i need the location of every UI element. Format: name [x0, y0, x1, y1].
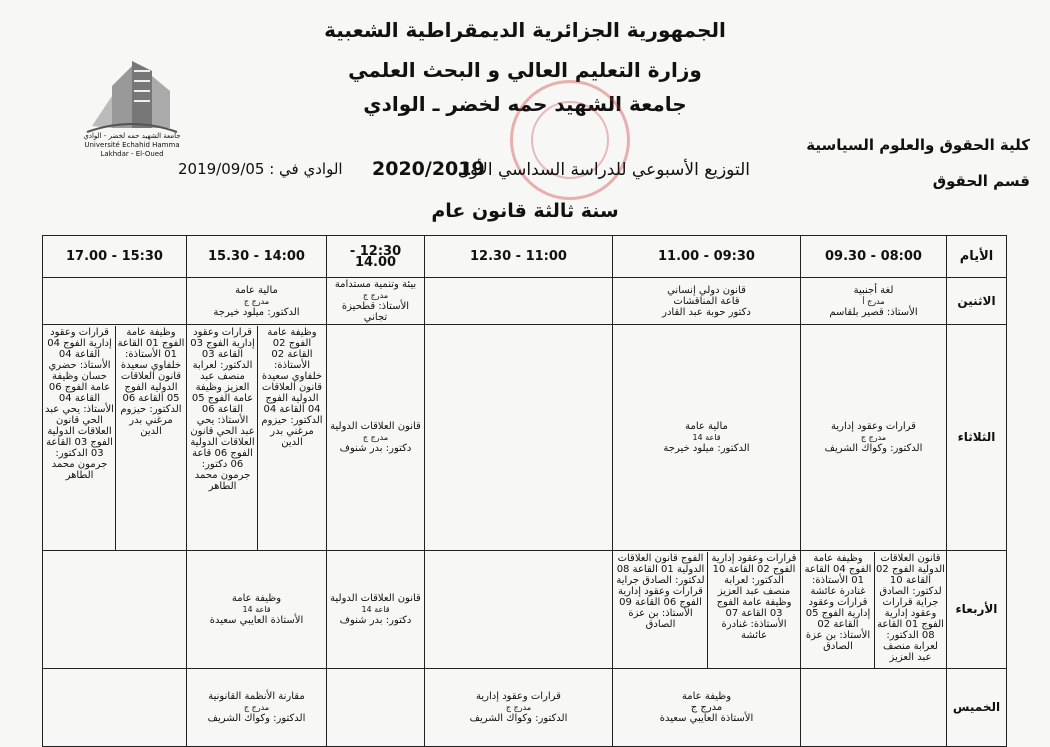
weekly-schedule-table — [42, 235, 1007, 747]
wednesday-slot-3 — [425, 551, 613, 669]
day-wednesday: الأربعاء — [947, 551, 1007, 669]
wednesday-slot-1 — [801, 551, 947, 669]
wednesday-slot-4: قانون العلاقات الدولية قاعة 14 دكتور: بدر شنوف — [327, 551, 425, 669]
tuesday-row — [43, 325, 1007, 551]
slot-header-5: 14:00 - 15.30 — [187, 236, 327, 278]
official-stamp — [510, 80, 630, 200]
thursday-slot-1 — [801, 669, 947, 747]
thursday-slot-3: قرارات وعقود إدارية مدرج ج الدكتور: وكواك الشريف — [425, 669, 613, 747]
table-header-row — [43, 236, 1007, 278]
slot-header-6: 15:30 - 17.00 — [43, 236, 187, 278]
thursday-row — [43, 669, 1007, 747]
wednesday-slot-1-groups-b: وظيفة عامة الفوج 04 القاعة 01 الأستاذة: غنادرة عائشة قرارات وعقود إدارية الفوج 05 القاعة 02 الأستاذ: بن عزة الصادق — [804, 552, 872, 652]
thursday-slot-2: وظيفة عامة مدرج ج الأستاذة العايبي سعيدة — [613, 669, 801, 747]
logo-caption — [72, 132, 192, 159]
wednesday-slot-5: وظيفة عامة قاعة 14 الأستاذة العايبي سعيدة — [187, 551, 327, 669]
wednesday-slot-2-groups-a: قرارات وعقود إدارية الفوج 02 القاعة 10 الدكتور: لعرابة منصف عبد العزيز وظيفة عامة الفوج 03 القاعة 07 الأستاذة: غنادرة عائشة — [707, 552, 800, 668]
tuesday-slot-2: مالية عامة قاعة 14 الدكتور: ميلود خيرجة — [613, 325, 801, 551]
monday-slot-4: بيئة وتنمية مستدامة مدرج ج الأستاذ: قطحيزة تجاني — [327, 278, 425, 325]
faculty-name: كلية الحقوق والعلوم السياسية — [806, 136, 1030, 154]
slot-header-2: 09:30 - 11.00 — [613, 236, 801, 278]
slot-header-4: 12:30 - 14.00 — [327, 236, 425, 278]
days-header: الأيام — [947, 236, 1007, 278]
tuesday-slot-6-groups-b: قرارات وعقود إدارية الفوج 04 القاعة 04 الأستاذ: حضري حسان وظيفة عامة الفوج 06 القاعة 04 الأستاذ: يحي عبد الحي قانون العلاقات الدولية الفوج 03 القاعة 03 الدكتور: جرمون محمد الطاهر — [45, 326, 114, 481]
tuesday-slot-5 — [187, 325, 327, 551]
tuesday-slot-1: قرارات وعقود إدارية مدرج ج الدكتور: وكواك الشريف — [801, 325, 947, 551]
thursday-slot-6 — [43, 669, 187, 747]
distribution-title: التوزيع الأسبوعي للدراسة السداسي الأول — [457, 160, 750, 180]
monday-slot-6 — [43, 278, 187, 325]
wednesday-slot-2-groups-b: الفوج قانون العلاقات الدولية 01 القاعة 08 لدكتور: الصادق جراية قرارات وعقود إدارية الفوج 06 القاعة 09 الأستاذ: بن عزة الصادق — [616, 552, 705, 630]
day-tuesday: الثلاثاء — [947, 325, 1007, 551]
monday-slot-5: مالية عامة مدرج ج الدكتور: ميلود خيرجة — [187, 278, 327, 325]
monday-row — [43, 278, 1007, 325]
tuesday-slot-3 — [425, 325, 613, 551]
university-title: جامعة الشهيد حمه لخضر ـ الوادي — [363, 92, 687, 116]
document-date: الوادي في : 2019/09/05 — [178, 160, 343, 178]
academic-year: 2020/2019 — [372, 158, 485, 180]
monday-slot-2: قانون دولي إنساني قاعة المناقشات دكتور حوبة عبد القادر — [613, 278, 801, 325]
day-thursday: الخميس — [947, 669, 1007, 747]
department-name: قسم الحقوق — [932, 172, 1030, 190]
monday-slot-1: لغة أجنبية مدرج أ الأستاذ: قصير بلقاسم — [801, 278, 947, 325]
tuesday-slot-6 — [43, 325, 187, 551]
wednesday-slot-2 — [613, 551, 801, 669]
tuesday-slot-5-groups-b: قرارات وعقود إدارية الفوج 03 القاعة 03 الدكتور: لعرابة منصف عبد العزيز وظيفة عامة الفوج 05 القاعة 06 الأستاذ: يحي عبد الحي قانون العلاقات الدولية الفوج 06 قاعة 06 دكتور: جرمون محمد الطاهر — [190, 326, 255, 492]
study-level: سنة ثالثة قانون عام — [431, 200, 619, 222]
ministry-title: وزارة التعليم العالي و البحث العلمي — [348, 58, 702, 82]
tuesday-slot-6-groups-a: وظيفة عامة الفوج 01 القاعة 01 الأستاذة: خلفاوي سعيدة قانون العلاقات الدولية الفوج 05 القاعة 06 الدكتور: حيزوم مرغني بدر الدين — [115, 326, 186, 550]
tuesday-slot-5-groups-a: وظيفة عامة الفوج 02 القاعة 02 الأستاذة: خلفاوي سعيدة قانون العلاقات الدولية الفوج 04 القاعة 04 الدكتور: حيزوم مرغني بدر الدين — [257, 326, 326, 550]
wednesday-slot-6 — [43, 551, 187, 669]
tuesday-slot-4: قانون العلاقات الدولية مدرج ج دكتور: بدر شنوف — [327, 325, 425, 551]
slot-header-1: 08:00 - 09.30 — [801, 236, 947, 278]
slot-header-3: 11:00 - 12.30 — [425, 236, 613, 278]
thursday-slot-4 — [327, 669, 425, 747]
thursday-slot-5: مقارنة الأنظمة القانونية مدرج ج الدكتور: وكواك الشريف — [187, 669, 327, 747]
monday-slot-3 — [425, 278, 613, 325]
logo-caption-ar: جامعة الشهيد حمه لخضر - الوادي — [83, 132, 181, 140]
logo-caption-en: Université Echahid Hamma Lakhdar - El-Oued — [84, 141, 180, 158]
day-monday: الاثنين — [947, 278, 1007, 325]
wednesday-row — [43, 551, 1007, 669]
wednesday-slot-1-groups-a: قانون العلاقات الدولية الفوج 02 القاعة 10 لدكتور: الصادق جراية قرارات وعقود إدارية الفوج 01 القاعة 08 الدكتور: لعرابة منصف عبد العزيز — [874, 552, 946, 668]
republic-title: الجمهورية الجزائرية الديمقراطية الشعبية — [324, 18, 726, 42]
